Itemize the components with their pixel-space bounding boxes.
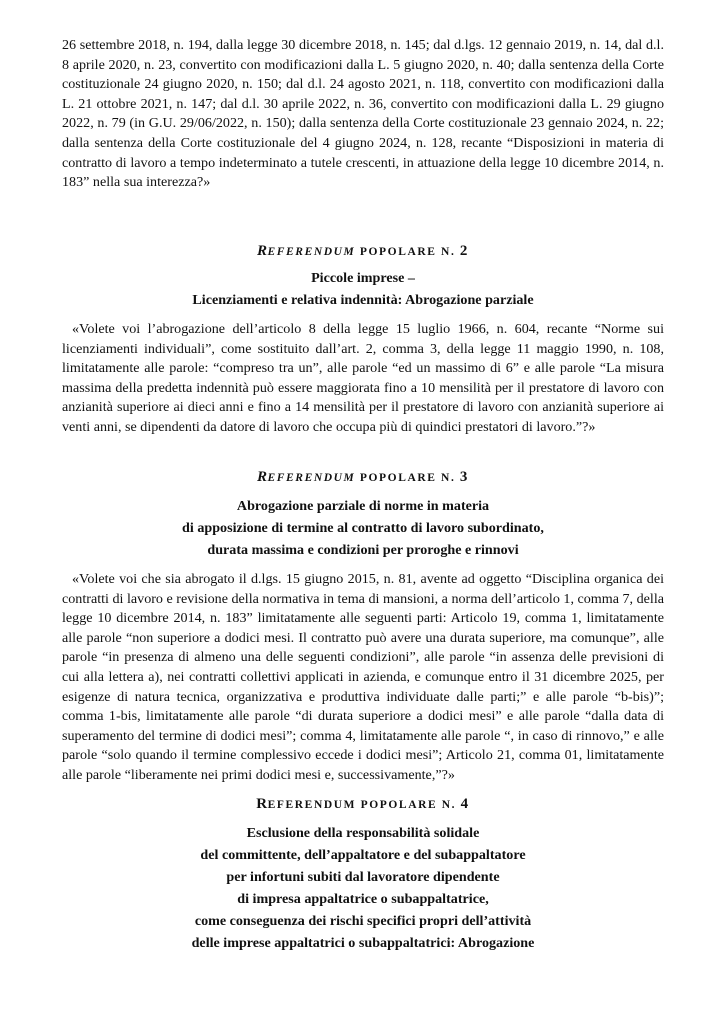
subtitle-line: Piccole imprese – [311,270,415,286]
referendum-4-subtitle [62,822,664,954]
referendum-3-text: «Volete voi che sia abrogato il d.lgs. 15 giugno 2015, n. 81, avente ad oggetto “Disciplina organica dei contratti di lavoro e revisione della normativa in tema di mansioni, a norma dell’articolo 1, comma 7, della legge 10 dicembre 2014, n. 183” limitatamente alle seguenti parti: Articolo 19, comma 1, limitatamente alle parole “non superiore a dodici mesi. Il contratto può avere una durata superiore, ma comunque”, alle parole “in presenza di almeno una delle seguenti condizioni”, alle parole “in assenza delle previsioni di cui alla lettera a), nei contratti collettivi applicati in azienda, e comunque entro il 31 dicembre 2025, per esigenze di natura tecnica, organizzativa e produttiva individuate dalle parti;” e alle parole “b-bis)”; comma 1-bis, limitatamente alle parole “di durata superiore a dodici mesi” e alle parole “dalla data di superamento del termine di dodici mesi”; comma 4, limitatamente alle parole “, in caso di rinnovo,” e alle parole “solo quando il termine complessivo eccede i dodici mesi”; Articolo 21, comma 01, limitatamente alle parole “liberamente nei primi dodici mesi e, successivamente,”?» [62,571,664,783]
subtitle-line: come conseguenza dei rischi specifici propri dell’attività [194,913,532,929]
subtitle-line: Licenziamenti e relativa indennità: Abrogazione parziale [192,292,534,308]
intro-paragraph: 26 settembre 2018, n. 194, dalla legge 30 dicembre 2018, n. 145; dal d.lgs. 12 gennaio 2019, n. 14, dal d.l. 8 aprile 2020, n. 23, convertito con modificazioni dalla L. 5 giugno 2020, n. 40; dalla sentenza della Corte costituzionale 24 giugno 2020, n. 150; dal d.l. 24 agosto 2021, n. 118, convertito con modificazioni dalla L. 21 ottobre 2021, n. 147; dal d.l. 30 aprile 2022, n. 36, convertito con modificazioni dalla L. 29 giugno 2022, n. 79 (in G.U. 29/06/2022, n. 150); dalla sentenza della Corte costituzionale 23 gennaio 2024, n. 22; dalla sentenza della Corte costituzionale del 4 giugno 2024, n. 128, recante “Disposizioni in materia di contratto di lavoro a tempo indeterminato a tutele crescenti, in attuazione della legge 10 dicembre 2014, n. 183” nella sua interezza?» [62,37,664,191]
heading-initial: R [256,796,268,812]
referendum-3-subtitle [62,495,664,561]
heading-rest: POPOLARE N. [359,472,456,484]
heading-italic-word: EFERENDUM [267,246,356,258]
referendum-2-text: «Volete voi l’abrogazione dell’articolo 8 della legge 15 luglio 1966, n. 604, recante “Norme sui licenziamenti individuali”, come sostituito dall’art. 2, comma 3, della legge 11 maggio 1990, n. 108, limitatamente alle parole: “compreso tra un”, alle parole “ed un massimo di 6” e alle parole “La misura massima della predetta indennità può essere maggiorata fino a 10 mensilità per il prestatore di lavoro con anzianità superiore ai dieci anni e fino a 14 mensilità per il prestatore di lavoro con anzianità superiore ai venti anni, se dipendenti da datore di lavoro che occupa più di quindici prestatori di lavoro.”?» [62,321,664,435]
heading-initial: R [256,469,268,485]
heading-rest: POPOLARE N. [359,246,456,258]
subtitle-line: di apposizione di termine al contratto di lavoro subordinato, [182,520,544,536]
subtitle-line: durata massima e condizioni per proroghe e rinnovi [207,542,519,558]
heading-number: 2 [459,243,470,259]
referendum-2-heading [62,242,664,261]
subtitle-line: Esclusione della responsabilità solidale [246,825,480,841]
subtitle-line: Abrogazione parziale di norme in materia [236,498,490,514]
referendum-3-heading [62,468,664,487]
heading-number: 3 [459,469,470,485]
referendum-4-heading [62,795,664,814]
subtitle-line: del committente, dell’appaltatore e del subappaltatore [200,847,526,863]
subtitle-line: delle imprese appaltatrici o subappaltatrici: Abrogazione [191,935,535,951]
heading-italic-word: EFERENDUM [267,472,356,484]
heading-initial: R [256,243,268,259]
heading-rest: EFERENDUM POPOLARE N. [267,799,457,811]
subtitle-line: di impresa appaltatrice o subappaltatrice, [237,891,489,907]
subtitle-line: per infortuni subiti dal lavoratore dipendente [226,869,500,885]
referendum-2-subtitle [62,267,664,311]
heading-number: 4 [460,796,470,812]
